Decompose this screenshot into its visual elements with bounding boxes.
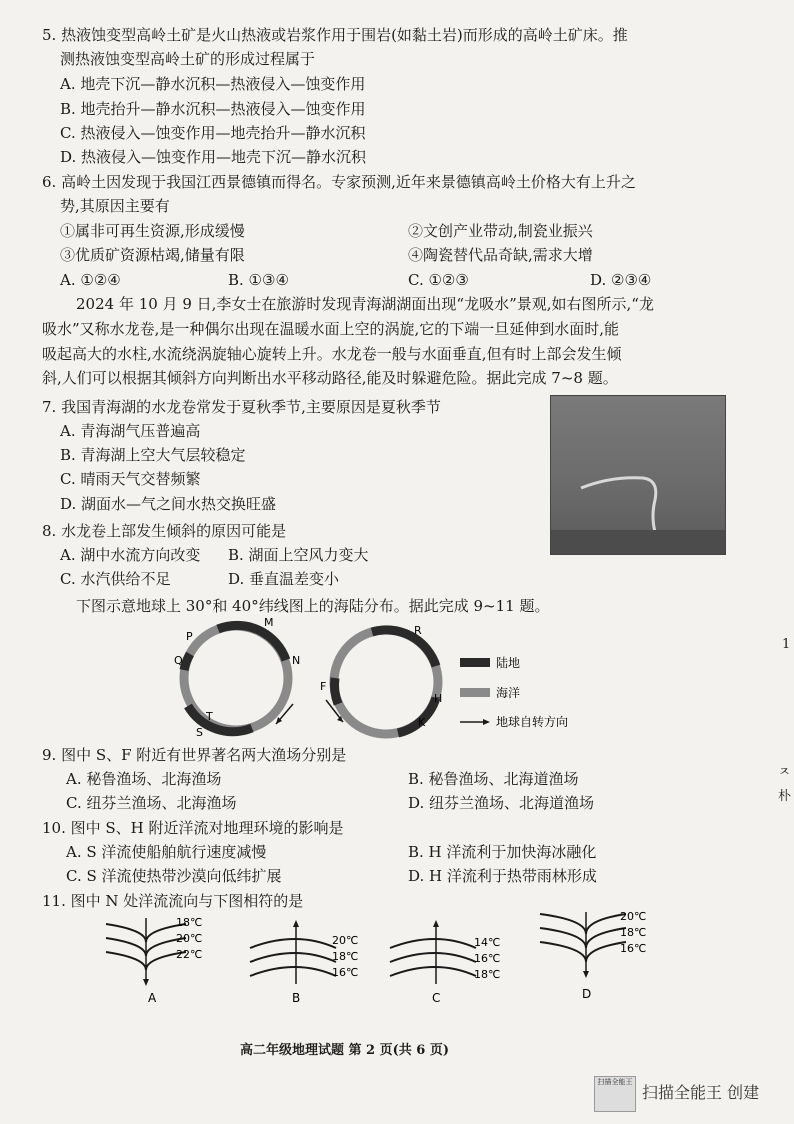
q5-option-a: A. 地壳下沉—静水沉积—热液侵入—蚀变作用 xyxy=(60,75,366,93)
q9-option-a: A. 秘鲁渔场、北海渔场 xyxy=(66,770,222,788)
fig-a-temp-3: 22℃ xyxy=(176,948,203,961)
scanner-logo-text: 扫描全能王 xyxy=(597,1078,633,1086)
circle-30-land-top xyxy=(218,625,286,660)
fig-c-temp-1: 14℃ xyxy=(474,936,501,949)
legend-land-label: 陆地 xyxy=(496,656,521,670)
fig-b-temp-1: 20℃ xyxy=(332,934,359,947)
q8-stem: 8. 水龙卷上部发生倾斜的原因可能是 xyxy=(42,522,287,540)
label-t: T xyxy=(206,710,213,723)
legend-land-swatch xyxy=(460,658,490,667)
fig-a-temp-1: 18℃ xyxy=(176,916,203,929)
q7-option-d: D. 湖面水—气之间水热交换旺盛 xyxy=(60,495,277,513)
fig-d-temp-1: 20℃ xyxy=(620,910,647,923)
passage-7-8-line4: 斜,人们可以根据其倾斜方向判断出水平移动路径,能及时躲避危险。据此完成 7~8 题。 xyxy=(42,369,618,387)
q7-option-c: C. 晴雨天气交替频繁 xyxy=(60,470,201,488)
passage-7-8-line3: 吸起高大的水柱,水流绕涡旋轴心旋转上升。水龙卷一般与水面垂直,但有时上部会发生倾 xyxy=(42,345,622,363)
legend-rotation-arrowhead xyxy=(483,719,490,725)
label-r: R xyxy=(414,624,422,637)
isotherm-figures xyxy=(100,908,700,1008)
waterspout-funnel xyxy=(581,478,656,532)
margin-mark-3: 朴 xyxy=(778,789,792,804)
label-f: F xyxy=(320,680,327,693)
q10-option-d: D. H 洋流利于热带雨林形成 xyxy=(408,867,597,885)
q10-option-c: C. S 洋流使热带沙漠向低纬扩展 xyxy=(66,867,282,885)
circle-30-land-west xyxy=(184,654,190,670)
q11-stem: 11. 图中 N 处洋流流向与下图相符的是 xyxy=(42,892,304,910)
label-s: S xyxy=(196,726,203,739)
fig-c-temp-2: 16℃ xyxy=(474,952,501,965)
scanner-watermark: 扫描全能王 创建 xyxy=(642,1083,760,1102)
isotherm-figure-a xyxy=(106,916,202,1005)
label-k: K xyxy=(418,716,426,729)
q6-item-2: ②文创产业带动,制瓷业振兴 xyxy=(408,222,593,240)
label-m: M xyxy=(264,618,274,629)
fig-b-label: B xyxy=(292,991,301,1005)
margin-mark-1: 1 xyxy=(782,637,791,652)
q5-option-c: C. 热液侵入—蚀变作用—地壳抬升—静水沉积 xyxy=(60,124,366,142)
q10-stem: 10. 图中 S、H 附近洋流对地理环境的影响是 xyxy=(42,819,344,837)
q6-option-d: D. ②③④ xyxy=(590,271,652,289)
fig-b-temp-3: 16℃ xyxy=(332,966,359,979)
fig-d-label: D xyxy=(582,987,592,1001)
margin-mark-2: ㅈ xyxy=(778,765,791,780)
scanner-logo xyxy=(594,1076,636,1112)
passage-9-11: 下图示意地球上 30°和 40°纬线图上的海陆分布。据此完成 9~11 题。 xyxy=(76,597,550,615)
legend-ocean-swatch xyxy=(460,688,490,697)
q6-item-4: ④陶瓷替代品奇缺,需求大增 xyxy=(408,246,593,264)
label-q: Q xyxy=(174,654,183,667)
q6-stem-line1: 6. 高岭土因发现于我国江西景德镇而得名。专家预测,近年来景德镇高岭土价格大有上升之 xyxy=(42,173,636,191)
q5-option-d: D. 热液侵入—蚀变作用—地壳下沉—静水沉积 xyxy=(60,148,367,166)
q7-option-b: B. 青海湖上空大气层较稳定 xyxy=(60,446,246,464)
legend-ocean-label: 海洋 xyxy=(496,686,521,700)
fig-d-temp-3: 16℃ xyxy=(620,942,647,955)
q8-option-c: C. 水汽供给不足 xyxy=(60,570,171,588)
passage-7-8-line1: 2024 年 10 月 9 日,李女士在旅游时发现青海湖湖面出现“龙吸水”景观,如右图所示,“龙 xyxy=(76,295,654,313)
fig-a-temp-2: 20℃ xyxy=(176,932,203,945)
fig-c-temp-3: 18℃ xyxy=(474,968,501,981)
q6-option-a: A. ①②④ xyxy=(60,271,121,289)
q6-option-c: C. ①②③ xyxy=(408,271,469,289)
q9-stem: 9. 图中 S、F 附近有世界著名两大渔场分别是 xyxy=(42,746,347,764)
q5-stem-line2: 测热液蚀变型高岭土矿的形成过程属于 xyxy=(60,50,316,68)
q9-option-b: B. 秘鲁渔场、北海道渔场 xyxy=(408,770,579,788)
q6-item-1: ①属非可再生资源,形成缓慢 xyxy=(60,222,245,240)
q6-item-3: ③优质矿资源枯竭,储量有限 xyxy=(60,246,245,264)
circle-40-land-top xyxy=(372,630,436,666)
isotherm-figure-c xyxy=(390,920,500,1005)
q9-option-c: C. 纽芬兰渔场、北海渔场 xyxy=(66,794,237,812)
legend-rotation-label: 地球自转方向 xyxy=(496,715,569,729)
q5-stem-line1: 5. 热液蚀变型高岭土矿是火山热液或岩浆作用于围岩(如黏土岩)而形成的高岭土矿床。推 xyxy=(42,26,628,44)
circle-40-land-west xyxy=(334,678,338,704)
q7-stem: 7. 我国青海湖的水龙卷常发于夏秋季节,主要原因是夏秋季节 xyxy=(42,398,441,416)
label-n: N xyxy=(292,654,301,667)
fig-c-label: C xyxy=(432,991,441,1005)
waterspout-photo xyxy=(550,395,726,555)
isotherm-figure-b xyxy=(250,920,358,1005)
q9-option-d: D. 纽芬兰渔场、北海道渔场 xyxy=(408,794,595,812)
q7-option-a: A. 青海湖气压普遍高 xyxy=(60,422,201,440)
fig-a-label: A xyxy=(148,991,157,1005)
q6-stem-line2: 势,其原因主要有 xyxy=(60,197,170,215)
q10-option-b: B. H 洋流利于加快海冰融化 xyxy=(408,843,597,861)
q6-option-b: B. ①③④ xyxy=(228,271,289,289)
label-p: P xyxy=(186,630,193,643)
label-h: H xyxy=(434,692,443,705)
fig-b-temp-2: 18℃ xyxy=(332,950,359,963)
latitude-circles-diagram xyxy=(160,618,610,746)
q8-option-b: B. 湖面上空风力变大 xyxy=(228,546,369,564)
fig-d-temp-2: 18℃ xyxy=(620,926,647,939)
q5-option-b: B. 地壳抬升—静水沉积—热液侵入—蚀变作用 xyxy=(60,100,366,118)
page-footer: 高二年级地理试题 第 2 页(共 6 页) xyxy=(240,1043,450,1058)
q10-option-a: A. S 洋流使船舶航行速度减慢 xyxy=(66,843,267,861)
lake-surface xyxy=(551,530,725,554)
isotherm-figure-d xyxy=(540,910,646,1001)
passage-7-8-line2: 吸水”又称水龙卷,是一种偶尔出现在温暖水面上空的涡旋,它的下端一旦延伸到水面时,能 xyxy=(42,320,619,338)
circle-40-land-east xyxy=(398,698,436,733)
q8-option-a: A. 湖中水流方向改变 xyxy=(60,546,201,564)
q8-option-d: D. 垂直温差变小 xyxy=(228,570,340,588)
